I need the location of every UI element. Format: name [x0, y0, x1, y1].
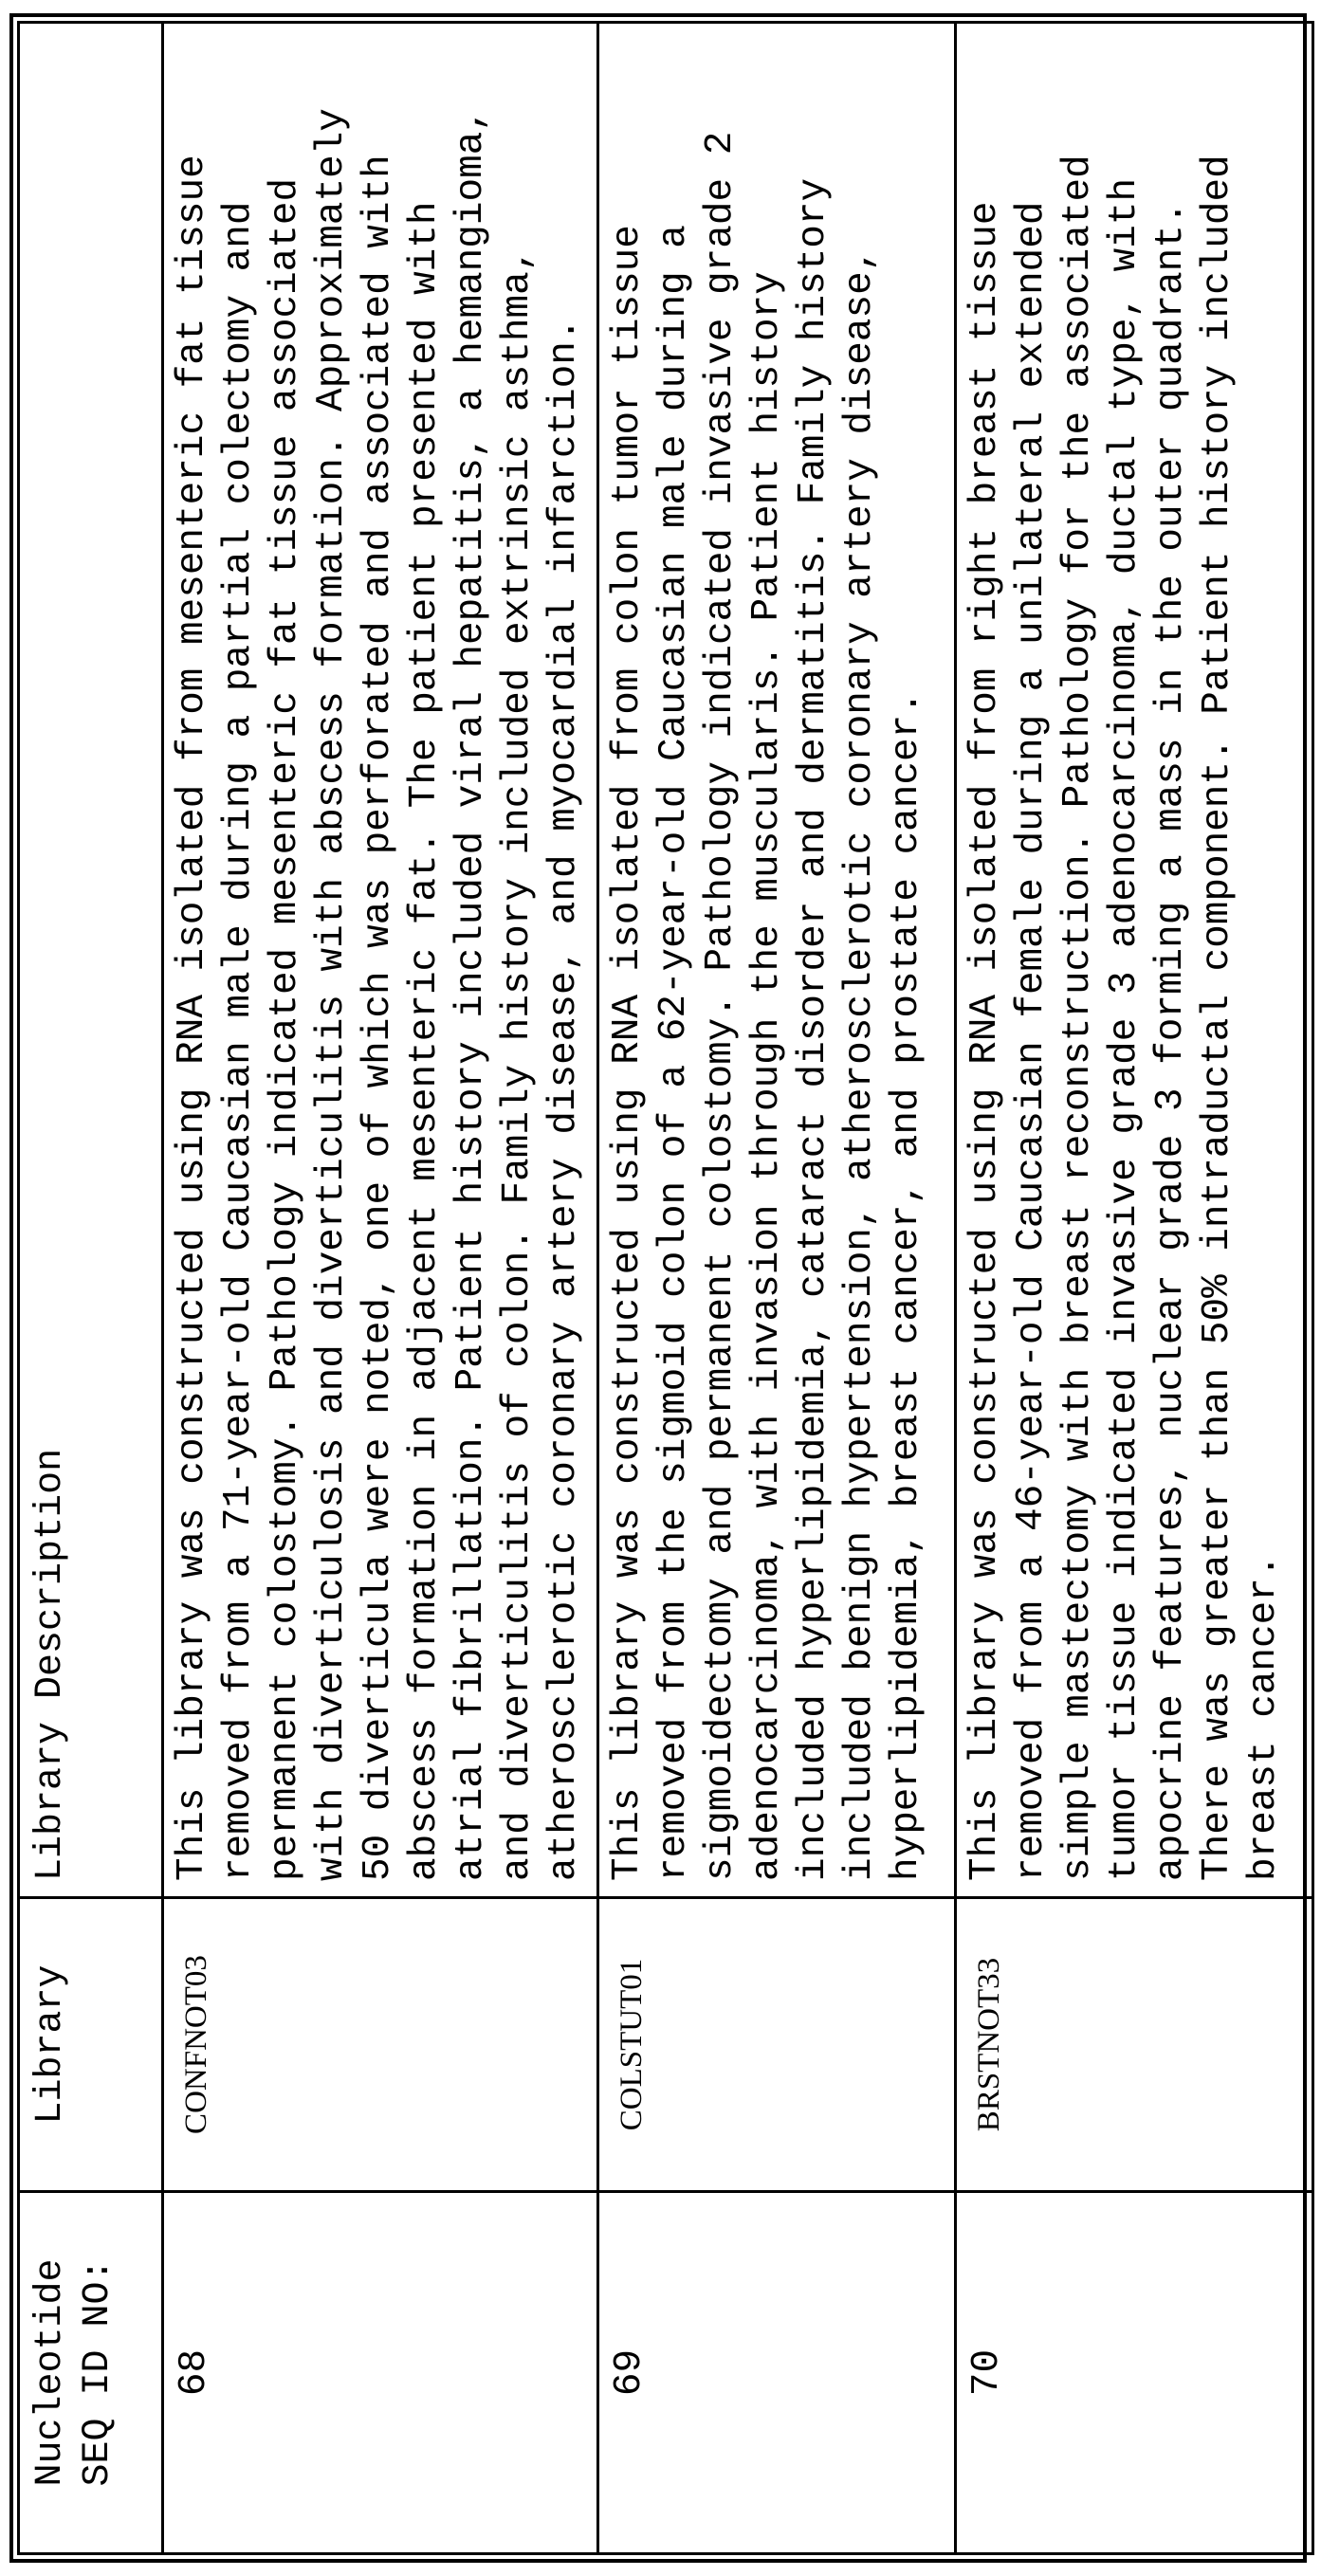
header-description-text: Library Description	[29, 1449, 72, 1881]
description-line: 50 diverticula were noted, one of which was perforated and associated with	[356, 24, 402, 1881]
table-row	[163, 23, 598, 2554]
seq-id-cell: 70	[956, 2192, 1313, 2554]
seq-id-cell: 68	[163, 2192, 598, 2554]
description-line: permanent colostomy. Pathology indicated mesenteric fat tissue associated	[263, 24, 309, 1881]
description-cell	[956, 23, 1313, 1898]
header-library: Library	[19, 1898, 163, 2192]
description-line: This library was constructed using RNA isolated from mesenteric fat tissue	[170, 24, 216, 1881]
rotated-page	[0, 0, 1321, 2576]
header-seq-id-line1: Nucleotide	[28, 2193, 75, 2552]
seq-id-cell: 69	[598, 2192, 956, 2554]
description-line: atrial fibrillation. Patient history included viral hepatitis, a hemangioma,	[449, 24, 495, 1881]
description-line: abscess formation in adjacent mesenteric fat. The patient presented with	[402, 24, 449, 1881]
description-line: tumor tissue indicated invasive grade 3 adenocarcinoma, ductal type, with	[1102, 24, 1148, 1881]
description-line: with diverticulosis and diverticulitis with abscess formation. Approximately	[309, 24, 356, 1881]
description-line: removed from a 71-year-old Caucasian male during a partial colectomy and	[216, 24, 263, 1881]
description-line: hyperlipidemia, breast cancer, and prostate cancer.	[884, 24, 930, 1881]
description-line: sigmoidectomy and permanent colostomy. Pathology indicated invasive grade 2	[698, 24, 744, 1881]
library-cell: BRSTNOT33	[956, 1898, 1313, 2192]
description-line: There was greater than 50% intraductal component. Patient history included	[1195, 24, 1241, 1881]
table-row	[956, 23, 1313, 2554]
library-cell: CONFNOT03	[163, 1898, 598, 2192]
library-cell: COLSTUT01	[598, 1898, 956, 2192]
description-cell	[598, 23, 956, 1898]
description-line: included benign hypertension, atherosclerotic coronary artery disease,	[837, 24, 884, 1881]
description-line: This library was constructed using RNA isolated from right breast tissue	[963, 24, 1009, 1881]
header-seq-id	[19, 2192, 163, 2554]
header-description	[19, 23, 163, 1898]
description-line: atherosclerotic coronary artery disease, and myocardial infarction.	[541, 24, 588, 1881]
description-line: removed from the sigmoid colon of a 62-year-old Caucasian male during a	[651, 24, 698, 1881]
description-line: breast cancer.	[1241, 24, 1288, 1881]
table-row	[598, 23, 956, 2554]
description-line: This library was constructed using RNA isolated from colon tumor tissue	[605, 24, 651, 1881]
table-frame	[9, 13, 1307, 2563]
description-line: apocrine features, nuclear grade 3 forming a mass in the outer quadrant.	[1148, 24, 1195, 1881]
library-table	[17, 21, 1314, 2555]
description-line: included hyperlipidemia, cataract disorder and dermatitis. Family history	[791, 24, 837, 1881]
header-seq-id-line2: SEQ ID NO:	[75, 2193, 122, 2552]
description-line: removed from a 46-year-old Caucasian female during a unilateral extended	[1009, 24, 1055, 1881]
description-line: adenocarcinoma, with invasion through the muscularis. Patient history	[744, 24, 791, 1881]
header-row	[19, 23, 163, 2554]
description-line: and diverticulitis of colon. Family history included extrinsic asthma,	[495, 24, 541, 1881]
description-line: simple mastectomy with breast reconstruction. Pathology for the associated	[1055, 24, 1102, 1881]
description-cell	[163, 23, 598, 1898]
